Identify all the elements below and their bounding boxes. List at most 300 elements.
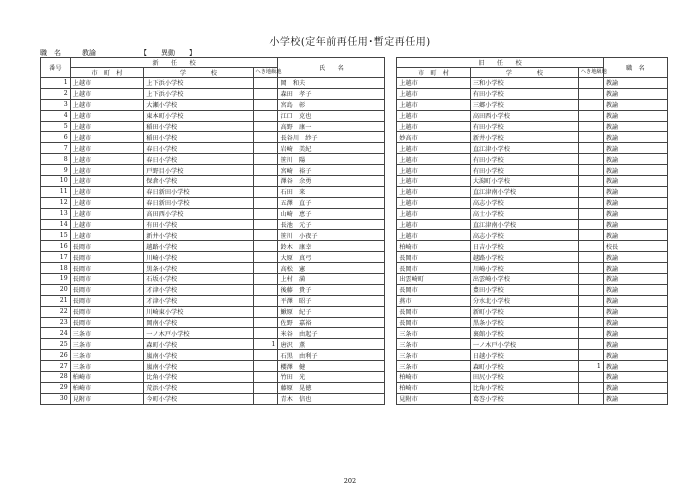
column-gap	[385, 197, 397, 208]
old-hekichi	[578, 350, 603, 361]
new-school: 才津小学校	[144, 284, 253, 295]
position: 教諭	[603, 372, 667, 383]
old-hekichi	[578, 219, 603, 230]
row-number: 8	[41, 154, 71, 165]
new-city: 上越市	[70, 197, 144, 208]
teacher-name: 宮崎 裕子	[278, 165, 385, 176]
new-city: 長岡市	[70, 274, 144, 285]
row-number: 3	[41, 99, 71, 110]
teacher-name: 佐野 嘉裕	[278, 317, 385, 328]
old-school: 有田小学校	[470, 165, 578, 176]
old-city: 柏崎市	[397, 241, 471, 252]
old-school: 三郷小学校	[470, 99, 578, 110]
new-city: 上越市	[70, 208, 144, 219]
new-hekichi	[253, 219, 278, 230]
position: 教諭	[603, 339, 667, 350]
old-school: 新町小学校	[470, 306, 578, 317]
old-hekichi	[578, 78, 603, 89]
position: 教諭	[603, 230, 667, 241]
old-city: 出雲崎町	[397, 274, 471, 285]
position: 教諭	[603, 350, 667, 361]
new-hekichi	[253, 78, 278, 89]
old-city: 柏崎市	[397, 382, 471, 393]
header-new-city: 市 町 村	[70, 68, 144, 78]
old-hekichi	[578, 208, 603, 219]
position: 教諭	[603, 317, 667, 328]
table-row	[41, 154, 668, 165]
column-gap	[385, 121, 397, 132]
position: 教諭	[603, 328, 667, 339]
row-number: 10	[41, 176, 71, 187]
old-school: 日吉小学校	[470, 241, 578, 252]
old-hekichi	[578, 99, 603, 110]
row-number: 19	[41, 274, 71, 285]
new-city: 見附市	[70, 393, 144, 404]
new-hekichi	[253, 132, 278, 143]
new-city: 柏崎市	[70, 382, 144, 393]
old-hekichi	[578, 121, 603, 132]
table-row	[41, 230, 668, 241]
old-hekichi	[578, 110, 603, 121]
new-school: 嵐南小学校	[144, 350, 253, 361]
table-row	[41, 263, 668, 274]
table-row	[41, 274, 668, 285]
column-gap	[385, 350, 397, 361]
old-city: 上越市	[397, 176, 471, 187]
new-school: 荒浜小学校	[144, 382, 253, 393]
header-new-hekichi: へき地級地	[253, 68, 278, 78]
row-number: 22	[41, 306, 71, 317]
teacher-name: 後藤 貴子	[278, 284, 385, 295]
new-hekichi	[253, 88, 278, 99]
teacher-name: 石黒 由利子	[278, 350, 385, 361]
old-city: 上越市	[397, 110, 471, 121]
new-school: 稲田小学校	[144, 132, 253, 143]
new-hekichi	[253, 372, 278, 383]
header-new-group: 新 任 校	[70, 58, 278, 68]
new-school: 才津小学校	[144, 295, 253, 306]
old-city: 長岡市	[397, 252, 471, 263]
row-number: 9	[41, 165, 71, 176]
new-city: 上越市	[70, 143, 144, 154]
row-number: 30	[41, 393, 71, 404]
column-gap	[385, 78, 397, 89]
teacher-name: 宮島 彰	[278, 99, 385, 110]
old-hekichi	[578, 143, 603, 154]
new-school: 嵐南小学校	[144, 361, 253, 372]
new-school: 新井小学校	[144, 230, 253, 241]
old-city: 長岡市	[397, 317, 471, 328]
column-gap	[385, 176, 397, 187]
row-number: 23	[41, 317, 71, 328]
new-hekichi	[253, 230, 278, 241]
row-number: 21	[41, 295, 71, 306]
column-gap	[385, 317, 397, 328]
old-school: 田尻小学校	[470, 372, 578, 383]
table-row	[41, 132, 668, 143]
old-school: 高志小学校	[470, 197, 578, 208]
teacher-name: 長池 元子	[278, 219, 385, 230]
old-hekichi	[578, 230, 603, 241]
new-hekichi	[253, 350, 278, 361]
old-school: 分水北小学校	[470, 295, 578, 306]
new-school: 上下浜小学校	[144, 88, 253, 99]
position: 教諭	[603, 263, 667, 274]
old-hekichi	[578, 295, 603, 306]
new-school: 東本町小学校	[144, 110, 253, 121]
new-school: 越路小学校	[144, 241, 253, 252]
new-city: 長岡市	[70, 252, 144, 263]
column-gap	[385, 274, 397, 285]
table-body	[41, 78, 668, 405]
header-number: 番号	[41, 58, 71, 78]
position: 教諭	[603, 154, 667, 165]
new-city: 長岡市	[70, 241, 144, 252]
new-hekichi	[253, 393, 278, 404]
old-school: 出雲崎小学校	[470, 274, 578, 285]
table-row	[41, 350, 668, 361]
new-school: 戸野目小学校	[144, 165, 253, 176]
old-hekichi	[578, 263, 603, 274]
new-hekichi	[253, 328, 278, 339]
table-row	[41, 382, 668, 393]
old-city: 上越市	[397, 165, 471, 176]
page-number: 202	[343, 477, 357, 485]
new-city: 三条市	[70, 328, 144, 339]
new-hekichi	[253, 317, 278, 328]
old-city: 上越市	[397, 219, 471, 230]
column-gap	[385, 295, 397, 306]
teacher-name: 鰍原 紀子	[278, 306, 385, 317]
old-city: 上越市	[397, 143, 471, 154]
new-school: 稲田小学校	[144, 121, 253, 132]
new-hekichi	[253, 274, 278, 285]
column-gap	[385, 230, 397, 241]
position: 教諭	[603, 88, 667, 99]
column-gap	[385, 143, 397, 154]
new-hekichi	[253, 121, 278, 132]
header-old-city: 市 町 村	[397, 68, 471, 78]
teacher-name: 長谷川 紗子	[278, 132, 385, 143]
column-gap	[385, 361, 397, 372]
old-school: 直江津小学校	[470, 143, 578, 154]
table-row	[41, 306, 668, 317]
teacher-name: 澤谷 余勇	[278, 176, 385, 187]
position: 教諭	[603, 197, 667, 208]
column-gap	[385, 58, 397, 78]
new-school: 高田西小学校	[144, 208, 253, 219]
position-value: 教諭	[82, 49, 96, 57]
row-number: 25	[41, 339, 71, 350]
new-school: 黒条小学校	[144, 263, 253, 274]
column-gap	[385, 393, 397, 404]
table-row	[41, 208, 668, 219]
position: 教諭	[603, 382, 667, 393]
new-school: 大瀬小学校	[144, 99, 253, 110]
new-hekichi	[253, 99, 278, 110]
header-name: 氏 名	[278, 58, 385, 78]
table-row	[41, 197, 668, 208]
new-city: 三条市	[70, 361, 144, 372]
new-school: 有田小学校	[144, 219, 253, 230]
column-gap	[385, 186, 397, 197]
teacher-name: 山崎 恵子	[278, 208, 385, 219]
position: 教諭	[603, 274, 667, 285]
old-school: 川崎小学校	[470, 263, 578, 274]
teacher-name: 大原 真弓	[278, 252, 385, 263]
row-number: 7	[41, 143, 71, 154]
new-hekichi	[253, 154, 278, 165]
new-city: 上越市	[70, 176, 144, 187]
new-hekichi	[253, 165, 278, 176]
row-number: 1	[41, 78, 71, 89]
old-school: 葛巻小学校	[470, 393, 578, 404]
old-school: 豊田小学校	[470, 284, 578, 295]
old-hekichi	[578, 165, 603, 176]
new-city: 三条市	[70, 350, 144, 361]
old-city: 上越市	[397, 186, 471, 197]
table-row	[41, 317, 668, 328]
header-old-group: 旧 任 校	[397, 58, 604, 68]
new-city: 上越市	[70, 186, 144, 197]
old-city: 妙高市	[397, 132, 471, 143]
column-gap	[385, 382, 397, 393]
old-school: 日越小学校	[470, 350, 578, 361]
new-city: 柏崎市	[70, 372, 144, 383]
teacher-name: 藤原 晃徳	[278, 382, 385, 393]
old-city: 上越市	[397, 197, 471, 208]
table-row	[41, 339, 668, 350]
header-old-hekichi: へき地級地	[578, 68, 603, 78]
table-row	[41, 372, 668, 383]
table-row	[41, 241, 668, 252]
teacher-name: 江口 克也	[278, 110, 385, 121]
old-city: 上越市	[397, 99, 471, 110]
row-number: 24	[41, 328, 71, 339]
old-hekichi	[578, 274, 603, 285]
old-school: 高士小学校	[470, 208, 578, 219]
position: 教諭	[603, 208, 667, 219]
old-city: 三条市	[397, 361, 471, 372]
position-label: 職 名	[40, 49, 61, 57]
new-city: 長岡市	[70, 306, 144, 317]
transfer-table	[40, 57, 668, 405]
row-number: 15	[41, 230, 71, 241]
row-number: 27	[41, 361, 71, 372]
table-row	[41, 186, 668, 197]
column-gap	[385, 88, 397, 99]
new-city: 上越市	[70, 110, 144, 121]
row-number: 12	[41, 197, 71, 208]
row-number: 16	[41, 241, 71, 252]
header-old-school: 学 校	[470, 68, 578, 78]
old-school: 越路小学校	[470, 252, 578, 263]
old-city: 三条市	[397, 350, 471, 361]
new-hekichi	[253, 306, 278, 317]
column-gap	[385, 99, 397, 110]
new-hekichi	[253, 241, 278, 252]
position: 教諭	[603, 219, 667, 230]
teacher-name: 櫻澤 健	[278, 361, 385, 372]
new-city: 長岡市	[70, 284, 144, 295]
teacher-name: 笹川 陽	[278, 154, 385, 165]
column-gap	[385, 154, 397, 165]
row-number: 17	[41, 252, 71, 263]
row-number: 5	[41, 121, 71, 132]
position: 教諭	[603, 78, 667, 89]
new-city: 長岡市	[70, 263, 144, 274]
position: 教諭	[603, 252, 667, 263]
teacher-name: 岩崎 美紀	[278, 143, 385, 154]
new-hekichi	[253, 208, 278, 219]
new-hekichi	[253, 110, 278, 121]
old-hekichi	[578, 372, 603, 383]
new-city: 上越市	[70, 88, 144, 99]
table-row	[41, 393, 668, 404]
position: 教諭	[603, 284, 667, 295]
teacher-name: 上村 満	[278, 274, 385, 285]
category-label: 【 異動 】	[140, 49, 196, 57]
old-school: 森町小学校	[470, 361, 578, 372]
old-hekichi	[578, 393, 603, 404]
old-city: 上越市	[397, 154, 471, 165]
table-row	[41, 176, 668, 187]
old-hekichi	[578, 382, 603, 393]
new-city: 上越市	[70, 154, 144, 165]
table-row	[41, 252, 668, 263]
new-city: 上越市	[70, 132, 144, 143]
old-hekichi	[578, 154, 603, 165]
teacher-name: 高野 康一	[278, 121, 385, 132]
old-school: 高志小学校	[470, 230, 578, 241]
old-hekichi	[578, 241, 603, 252]
column-gap	[385, 219, 397, 230]
new-hekichi	[253, 197, 278, 208]
table-row	[41, 121, 668, 132]
old-hekichi	[578, 186, 603, 197]
position: 教諭	[603, 165, 667, 176]
column-gap	[385, 252, 397, 263]
new-school: 春日小学校	[144, 143, 253, 154]
table-row	[41, 328, 668, 339]
position: 教諭	[603, 361, 667, 372]
old-city: 上越市	[397, 121, 471, 132]
new-school: 春日新田小学校	[144, 186, 253, 197]
table-row	[41, 110, 668, 121]
old-school: 有田小学校	[470, 88, 578, 99]
new-city: 上越市	[70, 165, 144, 176]
new-hekichi	[253, 186, 278, 197]
position: 教諭	[603, 99, 667, 110]
old-city: 長岡市	[397, 263, 471, 274]
old-school: 高田西小学校	[470, 110, 578, 121]
new-hekichi	[253, 361, 278, 372]
teacher-name: 鈴木 康幸	[278, 241, 385, 252]
old-hekichi	[578, 132, 603, 143]
old-school: 直江津南小学校	[470, 219, 578, 230]
row-number: 20	[41, 284, 71, 295]
teacher-name: 五澤 直子	[278, 197, 385, 208]
old-school: 裏館小学校	[470, 328, 578, 339]
teacher-name: 唐沢 薫	[278, 339, 385, 350]
teacher-name: 米谷 由起子	[278, 328, 385, 339]
old-city: 三条市	[397, 339, 471, 350]
new-city: 上越市	[70, 78, 144, 89]
position: 教諭	[603, 132, 667, 143]
new-city: 上越市	[70, 121, 144, 132]
new-school: 春日新田小学校	[144, 197, 253, 208]
row-number: 11	[41, 186, 71, 197]
new-city: 上越市	[70, 219, 144, 230]
old-hekichi	[578, 197, 603, 208]
new-school: 森町小学校	[144, 339, 253, 350]
table-row	[41, 78, 668, 89]
new-hekichi	[253, 295, 278, 306]
position: 教諭	[603, 176, 667, 187]
position: 教諭	[603, 186, 667, 197]
header-new-school: 学 校	[144, 68, 253, 78]
old-school: 直江津南小学校	[470, 186, 578, 197]
new-school: 比角小学校	[144, 372, 253, 383]
old-city: 柏崎市	[397, 372, 471, 383]
teacher-name: 笹川 小夜子	[278, 230, 385, 241]
column-gap	[385, 306, 397, 317]
old-hekichi: 1	[578, 361, 603, 372]
header-position: 職 名	[603, 58, 667, 78]
teacher-name: 高松 憲	[278, 263, 385, 274]
row-number: 14	[41, 219, 71, 230]
new-school: 保倉小学校	[144, 176, 253, 187]
row-number: 28	[41, 372, 71, 383]
old-hekichi	[578, 306, 603, 317]
column-gap	[385, 339, 397, 350]
table-row	[41, 219, 668, 230]
column-gap	[385, 284, 397, 295]
new-hekichi	[253, 252, 278, 263]
old-school: 新井小学校	[470, 132, 578, 143]
row-number: 18	[41, 263, 71, 274]
new-hekichi	[253, 143, 278, 154]
new-city: 上越市	[70, 230, 144, 241]
new-school: 川崎小学校	[144, 252, 253, 263]
position: 教諭	[603, 121, 667, 132]
table-row	[41, 361, 668, 372]
new-city: 上越市	[70, 99, 144, 110]
old-school: 有田小学校	[470, 121, 578, 132]
new-hekichi	[253, 263, 278, 274]
old-hekichi	[578, 328, 603, 339]
old-city: 上越市	[397, 230, 471, 241]
old-hekichi	[578, 252, 603, 263]
new-hekichi	[253, 176, 278, 187]
new-hekichi	[253, 284, 278, 295]
old-city: 長岡市	[397, 284, 471, 295]
new-school: 上下浜小学校	[144, 78, 253, 89]
new-hekichi	[253, 382, 278, 393]
old-school: 黒条小学校	[470, 317, 578, 328]
new-city: 長岡市	[70, 317, 144, 328]
row-number: 13	[41, 208, 71, 219]
position: 校長	[603, 241, 667, 252]
column-gap	[385, 372, 397, 383]
row-number: 29	[41, 382, 71, 393]
column-gap	[385, 328, 397, 339]
new-school: 岡南小学校	[144, 317, 253, 328]
new-hekichi: 1	[253, 339, 278, 350]
column-gap	[385, 165, 397, 176]
teacher-name: 岡 和夫	[278, 78, 385, 89]
table-row	[41, 143, 668, 154]
